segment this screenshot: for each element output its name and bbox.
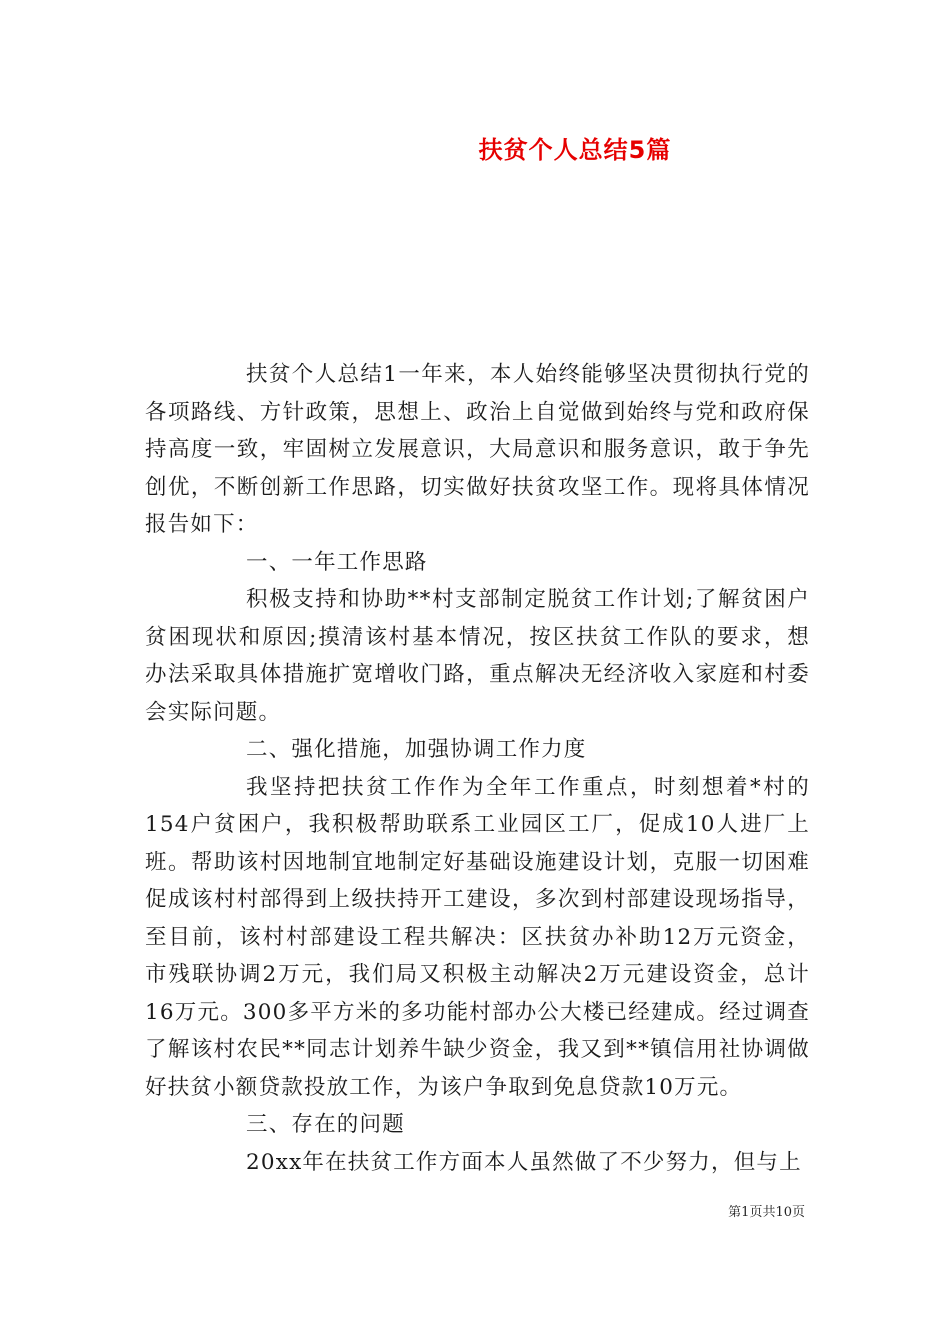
page-number: 第1页共10页 xyxy=(728,1205,805,1220)
paragraph-intro: 扶贫个人总结1一年来，本人始终能够坚决贯彻执行党的各项路线、方针政策，思想上、政治上自觉做到始终与党和政府保持高度一致，牢固树立发展意识，大局意识和服务意识，敢于争先创优，不断创新工作思路，切实做好扶贫攻坚工作。现将具体情况报告如下： xyxy=(145,362,810,537)
paragraph-section-2: 我坚持把扶贫工作作为全年工作重点，时刻想着*村的154户贫困户，我积极帮助联系工业园区工厂，促成10人进厂上班。帮助该村因地制宜地制定好基础设施建设计划，克服一切困难促成该村村部得到上级扶持开工建设，多次到村部建设现场指导，至目前，该村村部建设工程共解决：区扶贫办补助12万元资金，市残联协调2万元，我们局又积极主动解决2万元建设资金，总计16万元。300多平方米的多功能村部办公大楼已经建成。经过调查了解该村农民**同志计划养牛缺少资金，我又到**镇信用社协调做好扶贫小额贷款投放工作，为该户争取到免息贷款10万元。 xyxy=(145,774,810,1100)
document-title: 扶贫个人总结5篇 xyxy=(478,136,672,164)
paragraph-section-1: 积极支持和协助**村支部制定脱贫工作计划;了解贫困户贫困现状和原因;摸清该村基本情况，按区扶贫工作队的要求，想办法采取具体措施扩宽增收门路，重点解决无经济收入家庭和村委会实际问题。 xyxy=(145,587,810,725)
section-heading-1: 一、一年工作思路 xyxy=(246,549,428,575)
section-heading-2: 二、强化措施，加强协调工作力度 xyxy=(246,737,587,762)
paragraph-section-3: 20xx年在扶贫工作方面本人虽然做了不少努力，但与上 xyxy=(246,1149,802,1175)
section-heading-3: 三、存在的问题 xyxy=(246,1112,405,1137)
document-body xyxy=(145,356,810,1181)
